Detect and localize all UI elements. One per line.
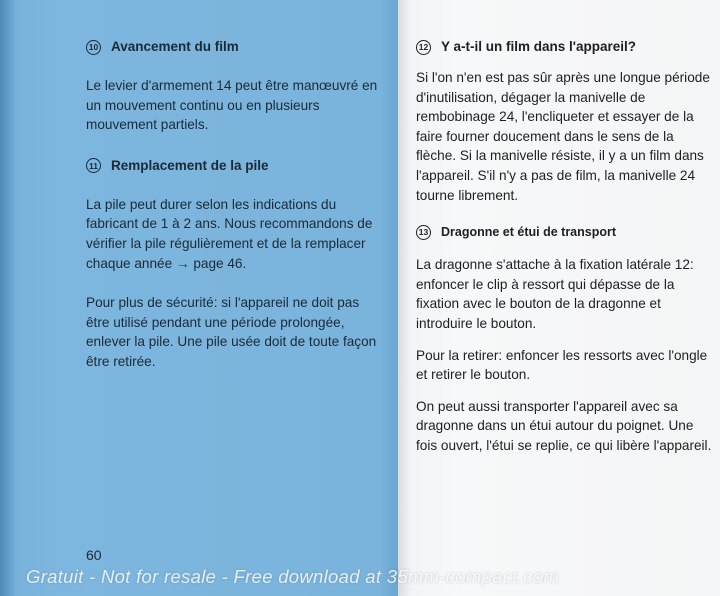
page-number: 60 — [86, 547, 102, 563]
book-edge — [0, 0, 14, 596]
section-heading-13 — [416, 223, 716, 241]
paragraph: La dragonne s'attache à la fixation latérale 12: enfoncer le clip à ressort qui dépasse de la fixation avec le bouton de la dragonne et introduire le bouton. — [416, 257, 694, 331]
section-heading-11 — [86, 157, 386, 175]
paragraph: Pour plus de sécurité: si l'appareil ne doit pas être utilisé pendant une période prolongée, enlever la pile. Une pile usée doit de toute façon être retirée. — [86, 295, 377, 369]
section-number-badge: 12 — [416, 40, 431, 55]
section-title: Y a-t-il un film dans l'appareil? — [441, 39, 636, 54]
paragraph: Pour la retirer: enfoncer les ressorts avec l'ongle et retirer le bouton. — [416, 347, 708, 383]
section-number-badge: 10 — [86, 40, 101, 55]
section-heading-12 — [416, 38, 716, 56]
section-number-badge: 11 — [86, 158, 101, 173]
left-column — [86, 38, 386, 372]
paragraph: On peut aussi transporter l'appareil avec sa dragonne dans un étui autour du poignet. Une fois ouvert, l'étui se replie, ce qui libère l'appareil. — [416, 398, 712, 453]
section-number-badge: 13 — [416, 225, 431, 240]
watermark-text: Gratuit - Not for resale - Free download at 35mm-compact.com — [26, 566, 560, 587]
paragraph: Le levier d'armement 14 peut être manœuvré en un mouvement continu ou en plusieurs mouvement partiels. — [86, 78, 378, 133]
section-title: Avancement du film — [111, 39, 239, 54]
section-title: Dragonne et étui de transport — [441, 225, 617, 240]
paragraph: Si l'on n'en est pas sûr après une longue période d'inutilisation, dégager la manivelle de rembobinage 24, l'encliqueter et essayer de la faire fourner doucement dans le sens de la flèche. Si la manivelle résiste, il y a un film dans l'appareil. S'il n'y a pas de film, la manivelle 24 tourne librement. — [416, 70, 710, 203]
right-column — [416, 38, 716, 456]
section-heading-10 — [86, 38, 386, 56]
section-title: Remplacement de la pile — [111, 157, 269, 173]
paragraph: La pile peut durer selon les indications du fabricant de 1 à 2 ans. Nous recommandons de vérifier la pile régulièrement et de la remplacer chaque année → page 46. — [86, 196, 373, 271]
